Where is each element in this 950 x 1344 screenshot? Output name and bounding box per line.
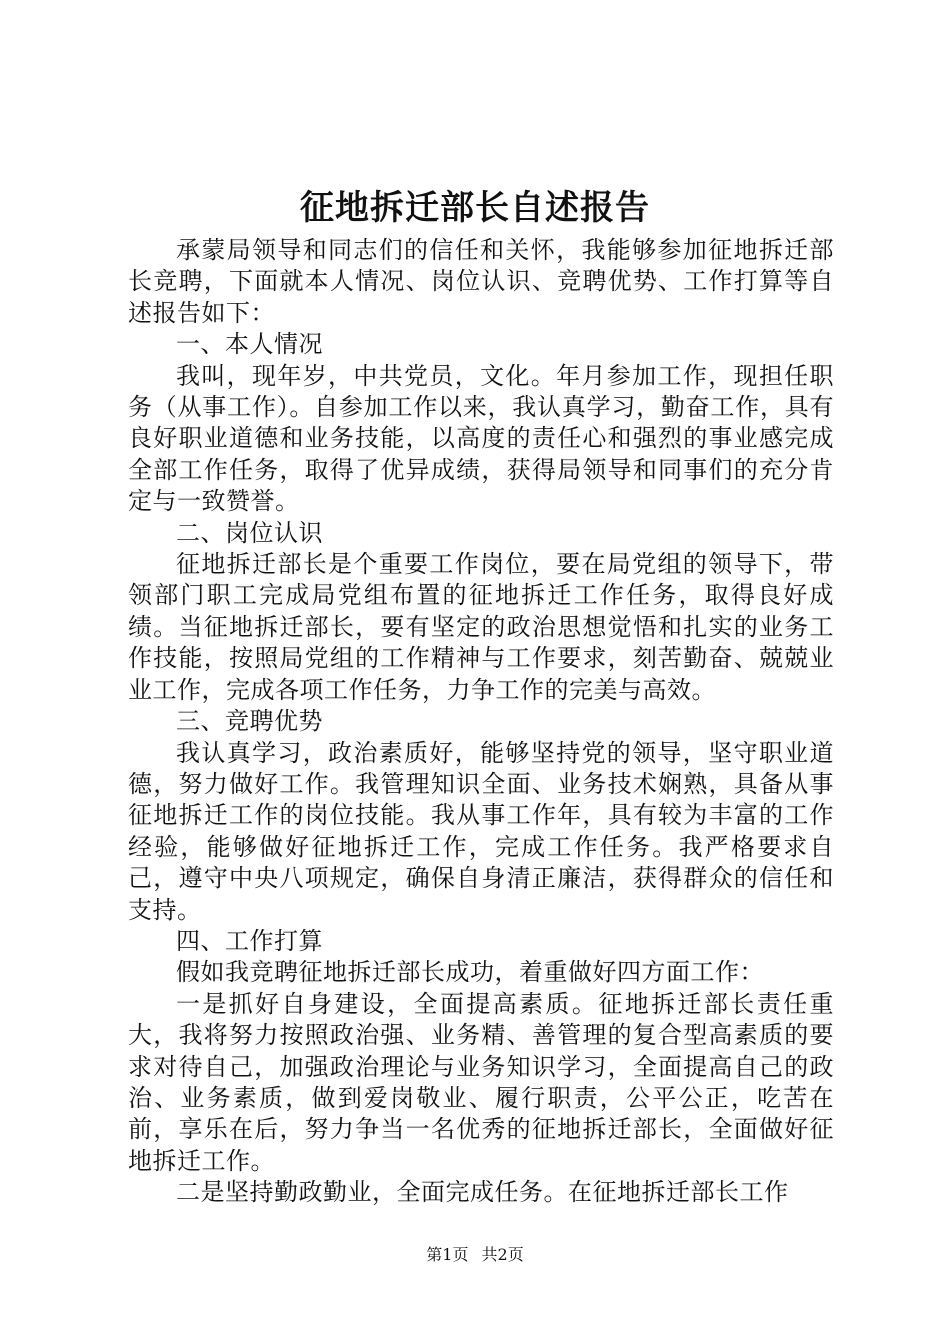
page-number-total: 共2页 [481,1245,524,1264]
page-footer [0,1244,950,1266]
paragraph-work-plan-second: 二是坚持勤政勤业，全面完成任务。在征地拆迁部长工作 [176,1178,789,1207]
paragraph-intro: 承蒙局领导和同志们的信任和关怀，我能够参加征地拆迁部长竞聘，下面就本人情况、岗位认识、竞聘优势、工作打算等自述报告如下： [128,236,834,327]
paragraph-work-plan-first: 一是抓好自身建设，全面提高素质。征地拆迁部长责任重大，我将努力按照政治强、业务精、善管理的复合型高素质的要求对待自己，加强政治理论与业务知识学习，全面提高自己的政治、业务素质，做到爱岗敬业、履行职责，公平公正，吃苦在前，享乐在后，努力争当一名优秀的征地拆迁部长，全面做好征地拆迁工作。 [128,989,834,1175]
paragraph-personal-info: 我叫，现年岁，中共党员，文化。年月参加工作，现担任职务（从事工作）。自参加工作以来，我认真学习，勤奋工作，具有良好职业道德和业务技能，以高度的责任心和强烈的事业感完成全部工作任务，取得了优异成绩，获得局领导和同事们的充分肯定与一致赞誉。 [128,361,834,516]
page-number-current: 第1页 [426,1245,469,1264]
document-title: 征地拆迁部长自述报告 [300,188,650,228]
document-body [128,235,834,1209]
heading-position-understanding: 二、岗位认识 [176,518,323,547]
heading-personal-info: 一、本人情况 [176,330,323,359]
paragraph-position-understanding: 征地拆迁部长是个重要工作岗位，要在局党组的领导下，带领部门职工完成局党组布置的征地拆迁工作任务，取得良好成绩。当征地拆迁部长，要有坚定的政治思想觉悟和扎实的业务工作技能，按照局党组的工作精神与工作要求，刻苦勤奋、兢兢业业工作，完成各项工作任务，力争工作的完美与高效。 [128,550,834,704]
paragraph-advantages: 我认真学习，政治素质好，能够坚持党的领导，坚守职业道德，努力做好工作。我管理知识全面、业务技术娴熟，具备从事征地拆迁工作的岗位技能。我从事工作年，具有较为丰富的工作经验，能够做好征地拆迁工作，完成工作任务。我严格要求自己，遵守中央八项规定，确保自身清正廉洁，获得群众的信任和支持。 [128,738,834,924]
heading-work-plan: 四、工作打算 [176,926,323,955]
heading-advantages: 三、竞聘优势 [176,707,323,736]
paragraph-work-plan-intro: 假如我竞聘征地拆迁部长成功，着重做好四方面工作： [176,958,764,987]
